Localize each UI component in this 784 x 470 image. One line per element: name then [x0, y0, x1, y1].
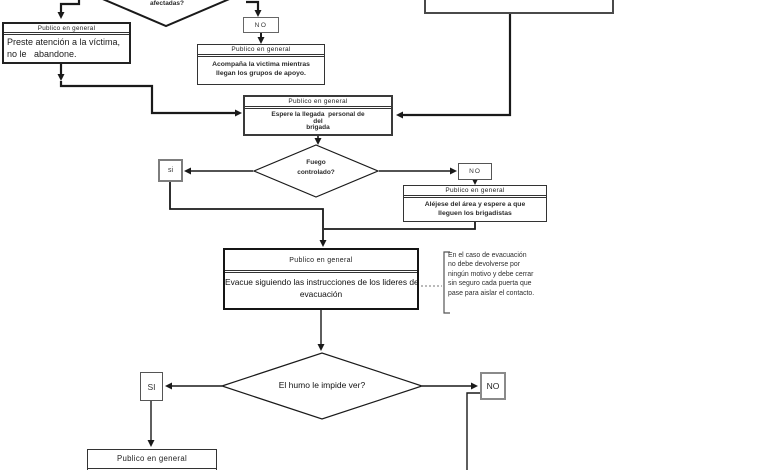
- box-header: Publico en general: [225, 250, 417, 273]
- box-body: [245, 109, 391, 132]
- no-label-box-fire: NO: [458, 163, 492, 180]
- body-line: lleguen los brigadistas: [438, 209, 512, 217]
- process-box-clipped-bottom: [87, 449, 217, 470]
- note-line: ningún motivo y debe cerrar: [448, 270, 534, 278]
- body-line: del: [313, 117, 323, 125]
- note-line: pase para aislar el contacto.: [448, 289, 535, 297]
- note-line: no debe devolverse por: [448, 261, 521, 269]
- note-line: En el caso de evacuación: [448, 252, 527, 259]
- si-label-box-fire: si: [158, 159, 183, 182]
- box-body: [4, 35, 129, 60]
- decision-fire-label: [266, 158, 366, 177]
- si-label-box-smoke: SI: [140, 372, 163, 401]
- box-body: [404, 198, 546, 218]
- body-line: no le abandone.: [7, 49, 77, 59]
- body-line: Espere la llegada personal de: [271, 111, 365, 118]
- no-label-box-top: NO: [243, 17, 279, 33]
- process-box-clipped-top: [424, 0, 614, 14]
- body-line: Evacue siguiendo las instrucciones de los lideres de: [225, 277, 419, 287]
- process-box-evacuate: [223, 248, 419, 310]
- box-body: [225, 273, 417, 300]
- body-line: Preste atención a la víctima,: [7, 37, 121, 47]
- process-box-move-away: [403, 185, 547, 222]
- body-line: llegan los grupos de apoyo.: [216, 69, 306, 77]
- box-header: Publico en general: [198, 45, 324, 57]
- decision-line: Fuego: [306, 159, 326, 166]
- body-line: evacuación: [299, 288, 343, 299]
- box-header: Publico en general: [4, 24, 129, 35]
- body-line: brigada: [306, 124, 330, 131]
- body-line: Acompaña la victima mientras: [212, 61, 310, 68]
- decision-affected-label: afectadas?: [150, 0, 184, 7]
- no-label-box-smoke: NO: [480, 372, 506, 400]
- decision-smoke-label: El humo le impide ver?: [278, 380, 366, 390]
- box-header: Publico en general: [88, 450, 216, 469]
- body-line: Aléjese del área y espere a que: [424, 201, 526, 208]
- process-box-accompany-victim: [197, 44, 325, 85]
- process-box-attend-victim: [2, 22, 131, 64]
- evacuation-note: [448, 251, 550, 298]
- box-header: Publico en general: [404, 186, 546, 198]
- note-line: sin seguro cada puerta que: [448, 280, 532, 288]
- process-box-wait-brigade: [243, 95, 393, 136]
- decision-line: controlado?: [297, 168, 335, 176]
- box-header: Publico en general: [245, 97, 391, 109]
- box-body: [198, 57, 324, 78]
